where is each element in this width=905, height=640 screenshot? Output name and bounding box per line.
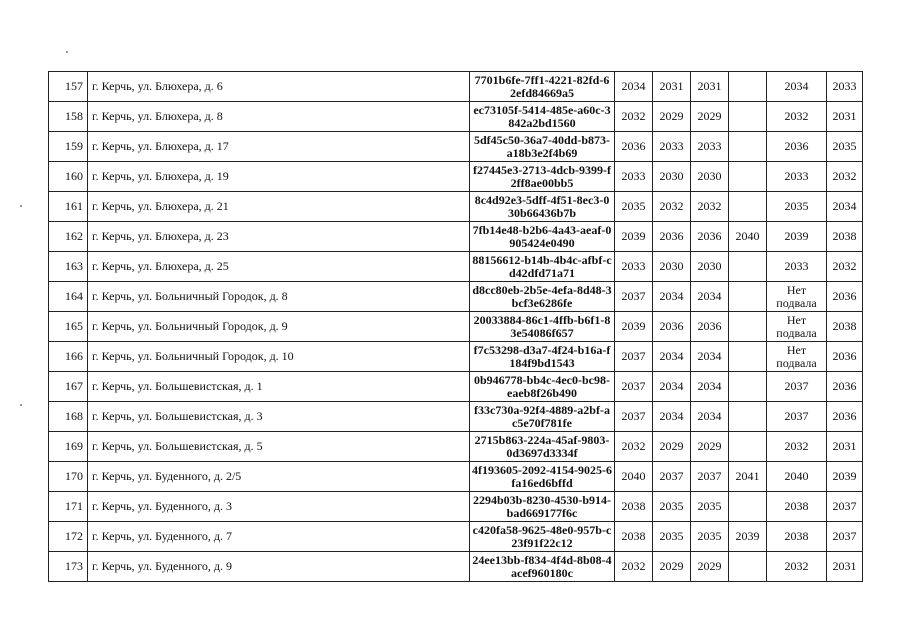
guid-cell: 24ee13bb-f834-4f4d-8b08-4acef960180c (470, 552, 615, 582)
guid-cell: 88156612-b14b-4b4c-afbf-cd42dfd71a71 (470, 252, 615, 282)
year-cell-2: 2035 (653, 522, 691, 552)
guid-cell: f7c53298-d3a7-4f24-b16a-f184f9bd1543 (470, 342, 615, 372)
year-cell-1: 2038 (615, 492, 653, 522)
year-cell-3: 2034 (691, 342, 729, 372)
year-cell-1: 2039 (615, 222, 653, 252)
table-row (49, 432, 863, 462)
year-cell-2: 2029 (653, 552, 691, 582)
row-number: 172 (49, 522, 88, 552)
year-cell-4 (729, 432, 767, 462)
year-cell-5: 2040 (767, 462, 827, 492)
year-cell-1: 2032 (615, 552, 653, 582)
guid-cell: 2294b03b-8230-4530-b914-bad669177f6c (470, 492, 615, 522)
table-row (49, 72, 863, 102)
year-cell-4 (729, 402, 767, 432)
year-cell-5: 2032 (767, 102, 827, 132)
year-cell-1: 2039 (615, 312, 653, 342)
year-cell-1: 2034 (615, 72, 653, 102)
year-cell-6: 2038 (827, 312, 863, 342)
table-row (49, 462, 863, 492)
year-cell-6: 2037 (827, 522, 863, 552)
row-number: 157 (49, 72, 88, 102)
year-cell-1: 2037 (615, 372, 653, 402)
address-cell: г. Керчь, ул. Больничный Городок, д. 10 (88, 342, 470, 372)
table-row (49, 162, 863, 192)
address-cell: г. Керчь, ул. Больничный Городок, д. 8 (88, 282, 470, 312)
year-cell-1: 2033 (615, 252, 653, 282)
year-cell-4 (729, 132, 767, 162)
document-page (48, 71, 863, 582)
scan-speck-2 (20, 205, 22, 207)
year-cell-5: Нет подвала (767, 282, 827, 312)
year-cell-2: 2035 (653, 492, 691, 522)
year-cell-4 (729, 312, 767, 342)
table-row (49, 492, 863, 522)
year-cell-6: 2031 (827, 432, 863, 462)
year-cell-4: 2039 (729, 522, 767, 552)
row-number: 170 (49, 462, 88, 492)
year-cell-5: Нет подвала (767, 312, 827, 342)
year-cell-4 (729, 162, 767, 192)
year-cell-6: 2036 (827, 372, 863, 402)
year-cell-3: 2029 (691, 552, 729, 582)
year-cell-4 (729, 342, 767, 372)
year-cell-1: 2037 (615, 282, 653, 312)
row-number: 159 (49, 132, 88, 162)
guid-cell: 5df45c50-36a7-40dd-b873-a18b3e2f4b69 (470, 132, 615, 162)
year-cell-3: 2034 (691, 402, 729, 432)
address-cell: г. Керчь, ул. Блюхера, д. 8 (88, 102, 470, 132)
year-cell-4 (729, 552, 767, 582)
year-cell-3: 2030 (691, 162, 729, 192)
year-cell-2: 2036 (653, 312, 691, 342)
year-cell-1: 2037 (615, 342, 653, 372)
year-cell-1: 2032 (615, 432, 653, 462)
year-cell-3: 2036 (691, 312, 729, 342)
row-number: 164 (49, 282, 88, 312)
guid-cell: 2715b863-224a-45af-9803-0d3697d3334f (470, 432, 615, 462)
year-cell-2: 2031 (653, 72, 691, 102)
year-cell-4 (729, 372, 767, 402)
year-cell-2: 2029 (653, 102, 691, 132)
address-cell: г. Керчь, ул. Буденного, д. 9 (88, 552, 470, 582)
year-cell-5: 2034 (767, 72, 827, 102)
address-cell: г. Керчь, ул. Блюхера, д. 21 (88, 192, 470, 222)
year-cell-2: 2030 (653, 162, 691, 192)
guid-cell: 7701b6fe-7ff1-4221-82fd-62efd84669a5 (470, 72, 615, 102)
guid-cell: 8c4d92e3-5dff-4f51-8ec3-030b66436b7b (470, 192, 615, 222)
year-cell-6: 2037 (827, 492, 863, 522)
year-cell-6: 2032 (827, 162, 863, 192)
guid-cell: d8cc80eb-2b5e-4efa-8d48-3bcf3e6286fe (470, 282, 615, 312)
year-cell-6: 2031 (827, 102, 863, 132)
year-cell-5: 2038 (767, 522, 827, 552)
year-cell-5: 2035 (767, 192, 827, 222)
scan-speck-3 (20, 404, 22, 406)
year-cell-3: 2030 (691, 252, 729, 282)
address-cell: г. Керчь, ул. Больничный Городок, д. 9 (88, 312, 470, 342)
address-cell: г. Керчь, ул. Блюхера, д. 6 (88, 72, 470, 102)
guid-cell: f27445e3-2713-4dcb-9399-f2ff8ae00bb5 (470, 162, 615, 192)
year-cell-1: 2032 (615, 102, 653, 132)
row-number: 163 (49, 252, 88, 282)
year-cell-2: 2034 (653, 342, 691, 372)
year-cell-6: 2035 (827, 132, 863, 162)
row-number: 165 (49, 312, 88, 342)
year-cell-3: 2034 (691, 372, 729, 402)
address-cell: г. Керчь, ул. Блюхера, д. 19 (88, 162, 470, 192)
address-cell: г. Керчь, ул. Буденного, д. 2/5 (88, 462, 470, 492)
year-cell-5: Нет подвала (767, 342, 827, 372)
year-cell-1: 2035 (615, 192, 653, 222)
address-cell: г. Керчь, ул. Большевистская, д. 1 (88, 372, 470, 402)
row-number: 168 (49, 402, 88, 432)
year-cell-6: 2036 (827, 282, 863, 312)
year-cell-4 (729, 102, 767, 132)
year-cell-3: 2031 (691, 72, 729, 102)
year-cell-5: 2032 (767, 432, 827, 462)
year-cell-2: 2036 (653, 222, 691, 252)
guid-cell: 7fb14e48-b2b6-4a43-aeaf-0905424e0490 (470, 222, 615, 252)
row-number: 158 (49, 102, 88, 132)
year-cell-5: 2037 (767, 402, 827, 432)
year-cell-3: 2032 (691, 192, 729, 222)
year-cell-3: 2034 (691, 282, 729, 312)
year-cell-6: 2034 (827, 192, 863, 222)
guid-cell: ec73105f-5414-485e-a60c-3842a2bd1560 (470, 102, 615, 132)
year-cell-1: 2040 (615, 462, 653, 492)
row-number: 160 (49, 162, 88, 192)
row-number: 166 (49, 342, 88, 372)
year-cell-2: 2029 (653, 432, 691, 462)
row-number: 167 (49, 372, 88, 402)
year-cell-2: 2037 (653, 462, 691, 492)
row-number: 169 (49, 432, 88, 462)
year-cell-3: 2035 (691, 492, 729, 522)
year-cell-5: 2032 (767, 552, 827, 582)
year-cell-1: 2033 (615, 162, 653, 192)
address-cell: г. Керчь, ул. Блюхера, д. 23 (88, 222, 470, 252)
year-cell-2: 2030 (653, 252, 691, 282)
address-cell: г. Керчь, ул. Большевистская, д. 3 (88, 402, 470, 432)
year-cell-4 (729, 252, 767, 282)
year-cell-4 (729, 192, 767, 222)
row-number: 162 (49, 222, 88, 252)
year-cell-6: 2039 (827, 462, 863, 492)
year-cell-2: 2034 (653, 372, 691, 402)
table-row (49, 102, 863, 132)
table-row (49, 552, 863, 582)
address-cell: г. Керчь, ул. Буденного, д. 7 (88, 522, 470, 552)
table-row (49, 252, 863, 282)
year-cell-3: 2035 (691, 522, 729, 552)
table-row (49, 522, 863, 552)
table-row (49, 372, 863, 402)
scan-speck-1 (66, 51, 68, 53)
table-row (49, 132, 863, 162)
row-number: 171 (49, 492, 88, 522)
year-cell-1: 2038 (615, 522, 653, 552)
address-cell: г. Керчь, ул. Блюхера, д. 25 (88, 252, 470, 282)
year-cell-4 (729, 282, 767, 312)
year-cell-5: 2033 (767, 162, 827, 192)
table-row (49, 312, 863, 342)
year-cell-5: 2039 (767, 222, 827, 252)
table-row (49, 342, 863, 372)
year-cell-5: 2038 (767, 492, 827, 522)
table-row (49, 282, 863, 312)
year-cell-3: 2033 (691, 132, 729, 162)
year-cell-2: 2033 (653, 132, 691, 162)
year-cell-2: 2034 (653, 402, 691, 432)
year-cell-4 (729, 492, 767, 522)
year-cell-3: 2029 (691, 432, 729, 462)
guid-cell: 4f193605-2092-4154-9025-6fa16ed6bffd (470, 462, 615, 492)
year-cell-5: 2036 (767, 132, 827, 162)
row-number: 173 (49, 552, 88, 582)
year-cell-5: 2037 (767, 372, 827, 402)
guid-cell: 20033884-86c1-4ffb-b6f1-83e54086f657 (470, 312, 615, 342)
table-body (49, 72, 863, 582)
year-cell-4: 2040 (729, 222, 767, 252)
table-row (49, 402, 863, 432)
guid-cell: 0b946778-bb4c-4ec0-bc98-eaeb8f26b490 (470, 372, 615, 402)
year-cell-3: 2036 (691, 222, 729, 252)
year-cell-6: 2036 (827, 402, 863, 432)
year-cell-2: 2032 (653, 192, 691, 222)
year-cell-6: 2038 (827, 222, 863, 252)
address-cell: г. Керчь, ул. Блюхера, д. 17 (88, 132, 470, 162)
year-cell-6: 2031 (827, 552, 863, 582)
year-cell-1: 2037 (615, 402, 653, 432)
table-row (49, 222, 863, 252)
year-cell-1: 2036 (615, 132, 653, 162)
guid-cell: f33c730a-92f4-4889-a2bf-ac5e70f781fe (470, 402, 615, 432)
year-cell-2: 2034 (653, 282, 691, 312)
guid-cell: c420fa58-9625-48e0-957b-c23f91f22c12 (470, 522, 615, 552)
year-cell-4: 2041 (729, 462, 767, 492)
table-row (49, 192, 863, 222)
address-cell: г. Керчь, ул. Буденного, д. 3 (88, 492, 470, 522)
housing-table (48, 71, 863, 582)
year-cell-6: 2033 (827, 72, 863, 102)
year-cell-4 (729, 72, 767, 102)
year-cell-3: 2037 (691, 462, 729, 492)
year-cell-6: 2036 (827, 342, 863, 372)
row-number: 161 (49, 192, 88, 222)
year-cell-5: 2033 (767, 252, 827, 282)
address-cell: г. Керчь, ул. Большевистская, д. 5 (88, 432, 470, 462)
year-cell-3: 2029 (691, 102, 729, 132)
year-cell-6: 2032 (827, 252, 863, 282)
